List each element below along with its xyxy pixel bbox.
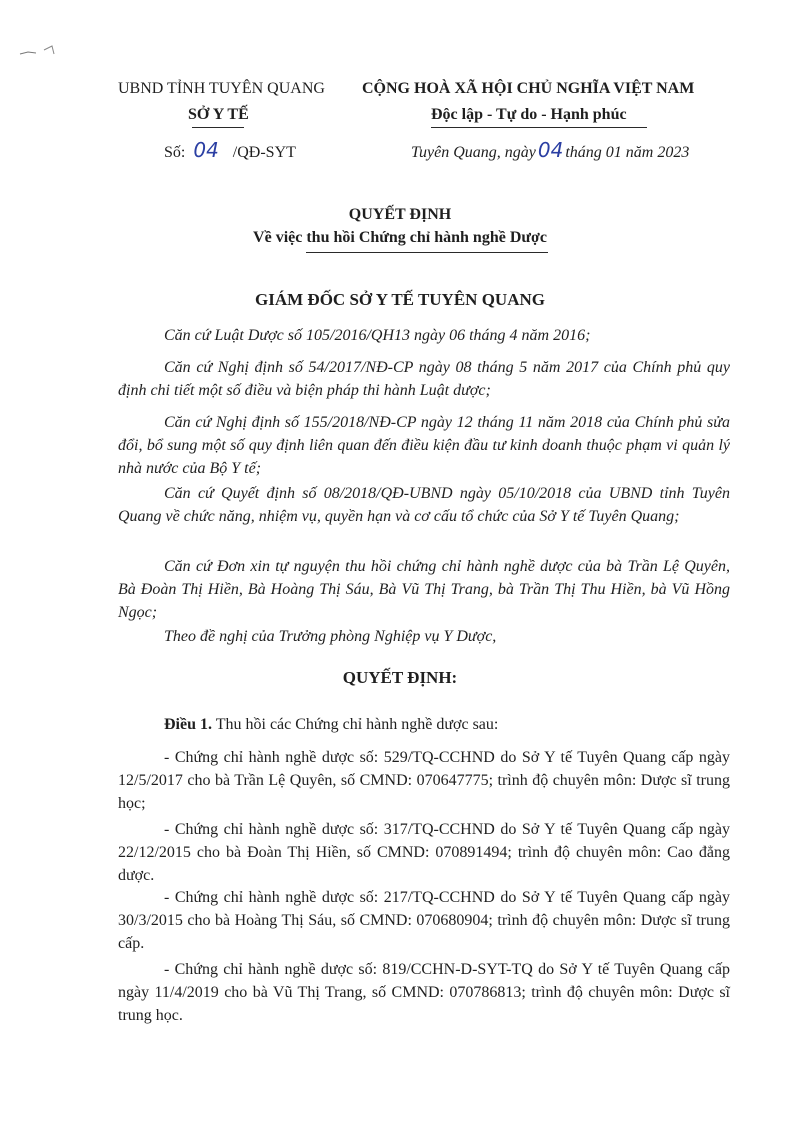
preamble-1: Căn cứ Luật Dược số 105/2016/QH13 ngày 06 tháng 4 năm 2016; [164, 327, 591, 344]
date-prefix: Tuyên Quang, ngày [411, 144, 536, 161]
date-day-handwritten: 04 [537, 138, 564, 162]
national-title: CỘNG HOÀ XÃ HỘI CHỦ NGHĨA VIỆT NAM [362, 80, 695, 97]
motto-underline [431, 127, 647, 128]
document-date [411, 138, 689, 162]
preamble-2: Căn cứ Nghị định số 54/2017/NĐ-CP ngày 08 tháng 5 năm 2017 của Chính phủ quy định chi tiết một số điều và biện pháp thi hành Luật dược; [118, 359, 730, 399]
decision-heading: QUYẾT ĐỊNH: [342, 668, 458, 687]
number-prefix: Số: [164, 144, 186, 161]
scan-mark [18, 40, 68, 62]
department-underline [192, 127, 244, 128]
national-motto: Độc lập - Tự do - Hạnh phúc [431, 106, 627, 123]
date-suffix: tháng 01 năm 2023 [565, 144, 690, 161]
number-suffix: /QĐ-SYT [232, 144, 296, 161]
certificate-item-3: - Chứng chỉ hành nghề dược số: 217/TQ-CCHND do Sở Y tế Tuyên Quang cấp ngày 30/3/2015 cho bà Hoàng Thị Sáu, số CMND: 070680904; trình độ chuyên môn: Dược sĩ trung cấp. [118, 889, 730, 952]
article-1-intro: Thu hồi các Chứng chỉ hành nghề dược sau: [215, 716, 499, 733]
preamble-6: Theo đề nghị của Trưởng phòng Nghiệp vụ Y Dược, [164, 628, 497, 645]
number-handwritten: 04 [193, 138, 219, 162]
document-title: QUYẾT ĐỊNH [348, 206, 452, 223]
article-1-heading [164, 716, 498, 734]
certificate-item-1: - Chứng chỉ hành nghề dược số: 529/TQ-CCHND do Sở Y tế Tuyên Quang cấp ngày 12/5/2017 cho bà Trần Lệ Quyên, số CMND: 070647775; trình độ chuyên môn: Dược sĩ trung học; [118, 749, 730, 812]
preamble-3: Căn cứ Nghị định số 155/2018/NĐ-CP ngày 12 tháng 11 năm 2018 của Chính phủ sửa đổi, bổ sung một số quy định liên quan đến điều kiện đầu tư kinh doanh thuộc phạm vi quản lý nhà nước của Bộ Y tế; [118, 414, 730, 477]
document-number [164, 138, 296, 162]
preamble-5: Căn cứ Đơn xin tự nguyện thu hồi chứng chỉ hành nghề dược của bà Trần Lệ Quyên, Bà Đoàn Thị Hiền, Bà Hoàng Thị Sáu, Bà Vũ Thị Trang, bà Trần Thị Thu Hiền, bà Vũ Hồng Ngọc; [118, 558, 730, 621]
issuing-authority: GIÁM ĐỐC SỞ Y TẾ TUYÊN QUANG [255, 290, 545, 309]
subject-underline [306, 252, 548, 253]
certificate-item-4: - Chứng chỉ hành nghề dược số: 819/CCHN-D-SYT-TQ do Sở Y tế Tuyên Quang cấp ngày 11/4/2019 cho bà Vũ Thị Trang, số CMND: 070786813; trình độ chuyên môn: Dược sĩ trung học. [118, 961, 730, 1024]
certificate-item-2: - Chứng chỉ hành nghề dược số: 317/TQ-CCHND do Sở Y tế Tuyên Quang cấp ngày 22/12/2015 cho bà Đoàn Thị Hiền, số CMND: 070891494; trình độ chuyên môn: Cao đẳng dược. [118, 821, 730, 884]
department-name: SỞ Y TẾ [188, 106, 249, 123]
document-subject: Về việc thu hồi Chứng chỉ hành nghề Dược [253, 229, 547, 246]
agency-name: UBND TỈNH TUYÊN QUANG [118, 80, 325, 97]
preamble-4: Căn cứ Quyết định số 08/2018/QĐ-UBND ngày 05/10/2018 của UBND tỉnh Tuyên Quang về chức năng, nhiệm vụ, quyền hạn và cơ cấu tổ chức của Sở Y tế Tuyên Quang; [118, 485, 730, 525]
article-1-label: Điều 1. [164, 716, 212, 733]
